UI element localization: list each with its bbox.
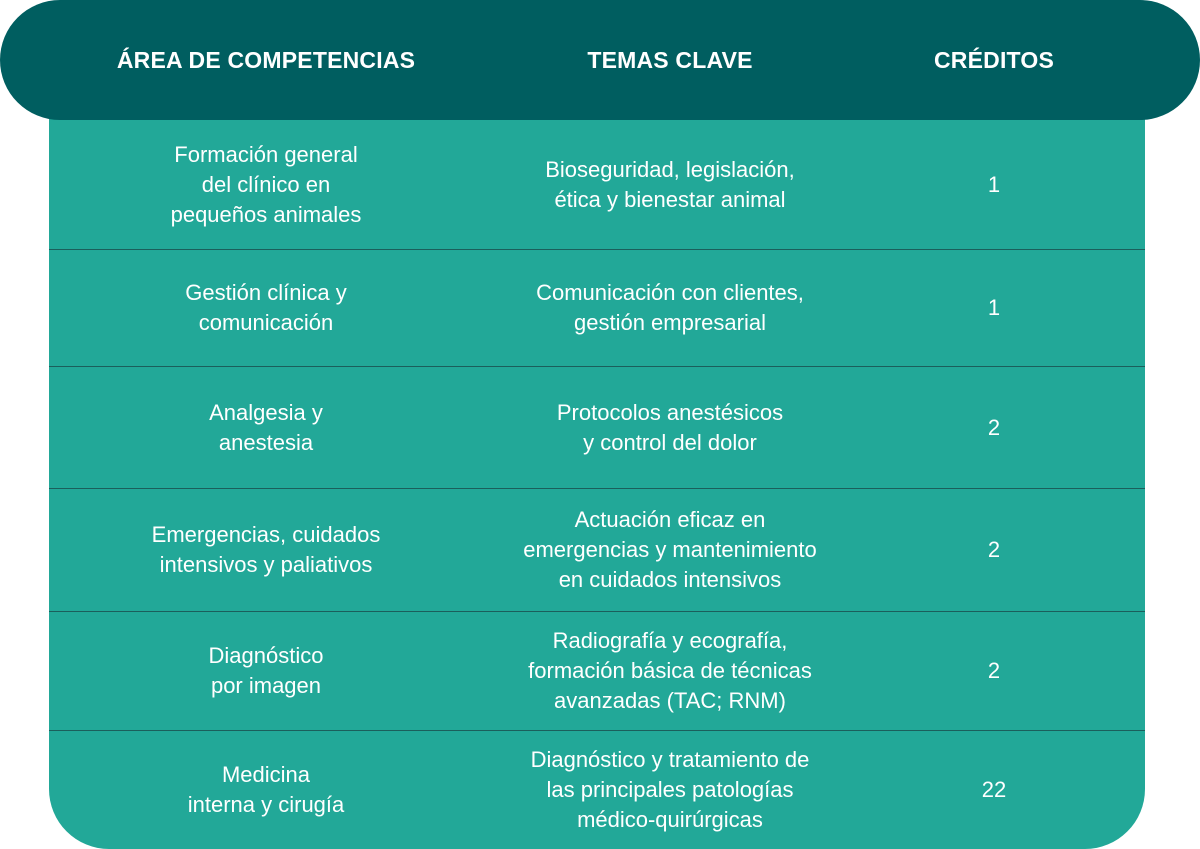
creditos-cell: 2 [987, 414, 1001, 440]
column-header-temas: TEMAS CLAVE [587, 46, 753, 73]
table-row [49, 367, 1145, 489]
creditos-cell: 1 [987, 171, 1001, 197]
temas-cell: Diagnóstico y tratamiento de las principales patologías médico-quirúrgicas [530, 747, 810, 832]
temas-cell: Radiografía y ecografía, formación básica de técnicas avanzadas (TAC; RNM) [528, 628, 812, 713]
creditos-cell: 1 [987, 295, 1001, 320]
area-cell: Emergencias, cuidados intensivos y paliativos [151, 522, 381, 577]
table-row [49, 120, 1145, 250]
area-cell: Analgesia y anestesia [209, 399, 323, 455]
area-cell: Diagnóstico por imagen [208, 643, 324, 698]
table-row [49, 612, 1145, 731]
temas-cell: Actuación eficaz en emergencias y mantenimiento en cuidados intensivos [523, 507, 817, 592]
temas-cell: Bioseguridad, legislación, ética y bienestar animal [545, 156, 795, 212]
table-header [0, 0, 1200, 120]
column-header-creditos: CRÉDITOS [933, 46, 1055, 73]
area-cell: Formación general del clínico en pequeños animales [170, 141, 362, 227]
area-cell: Gestión clínica y comunicación [185, 280, 347, 335]
creditos-cell: 2 [987, 537, 1001, 562]
column-header-area: ÁREA DE COMPETENCIAS [116, 46, 416, 73]
temas-cell: Comunicación con clientes, gestión empresarial [536, 280, 804, 335]
creditos-cell: 22 [981, 777, 1007, 802]
creditos-cell: 2 [987, 658, 1001, 683]
table-body [49, 60, 1145, 849]
table-row [49, 489, 1145, 612]
temas-cell: Protocolos anestésicos y control del dolor [556, 399, 784, 455]
table-row [49, 731, 1145, 849]
area-cell: Medicina interna y cirugía [187, 762, 345, 817]
table-row [49, 250, 1145, 367]
